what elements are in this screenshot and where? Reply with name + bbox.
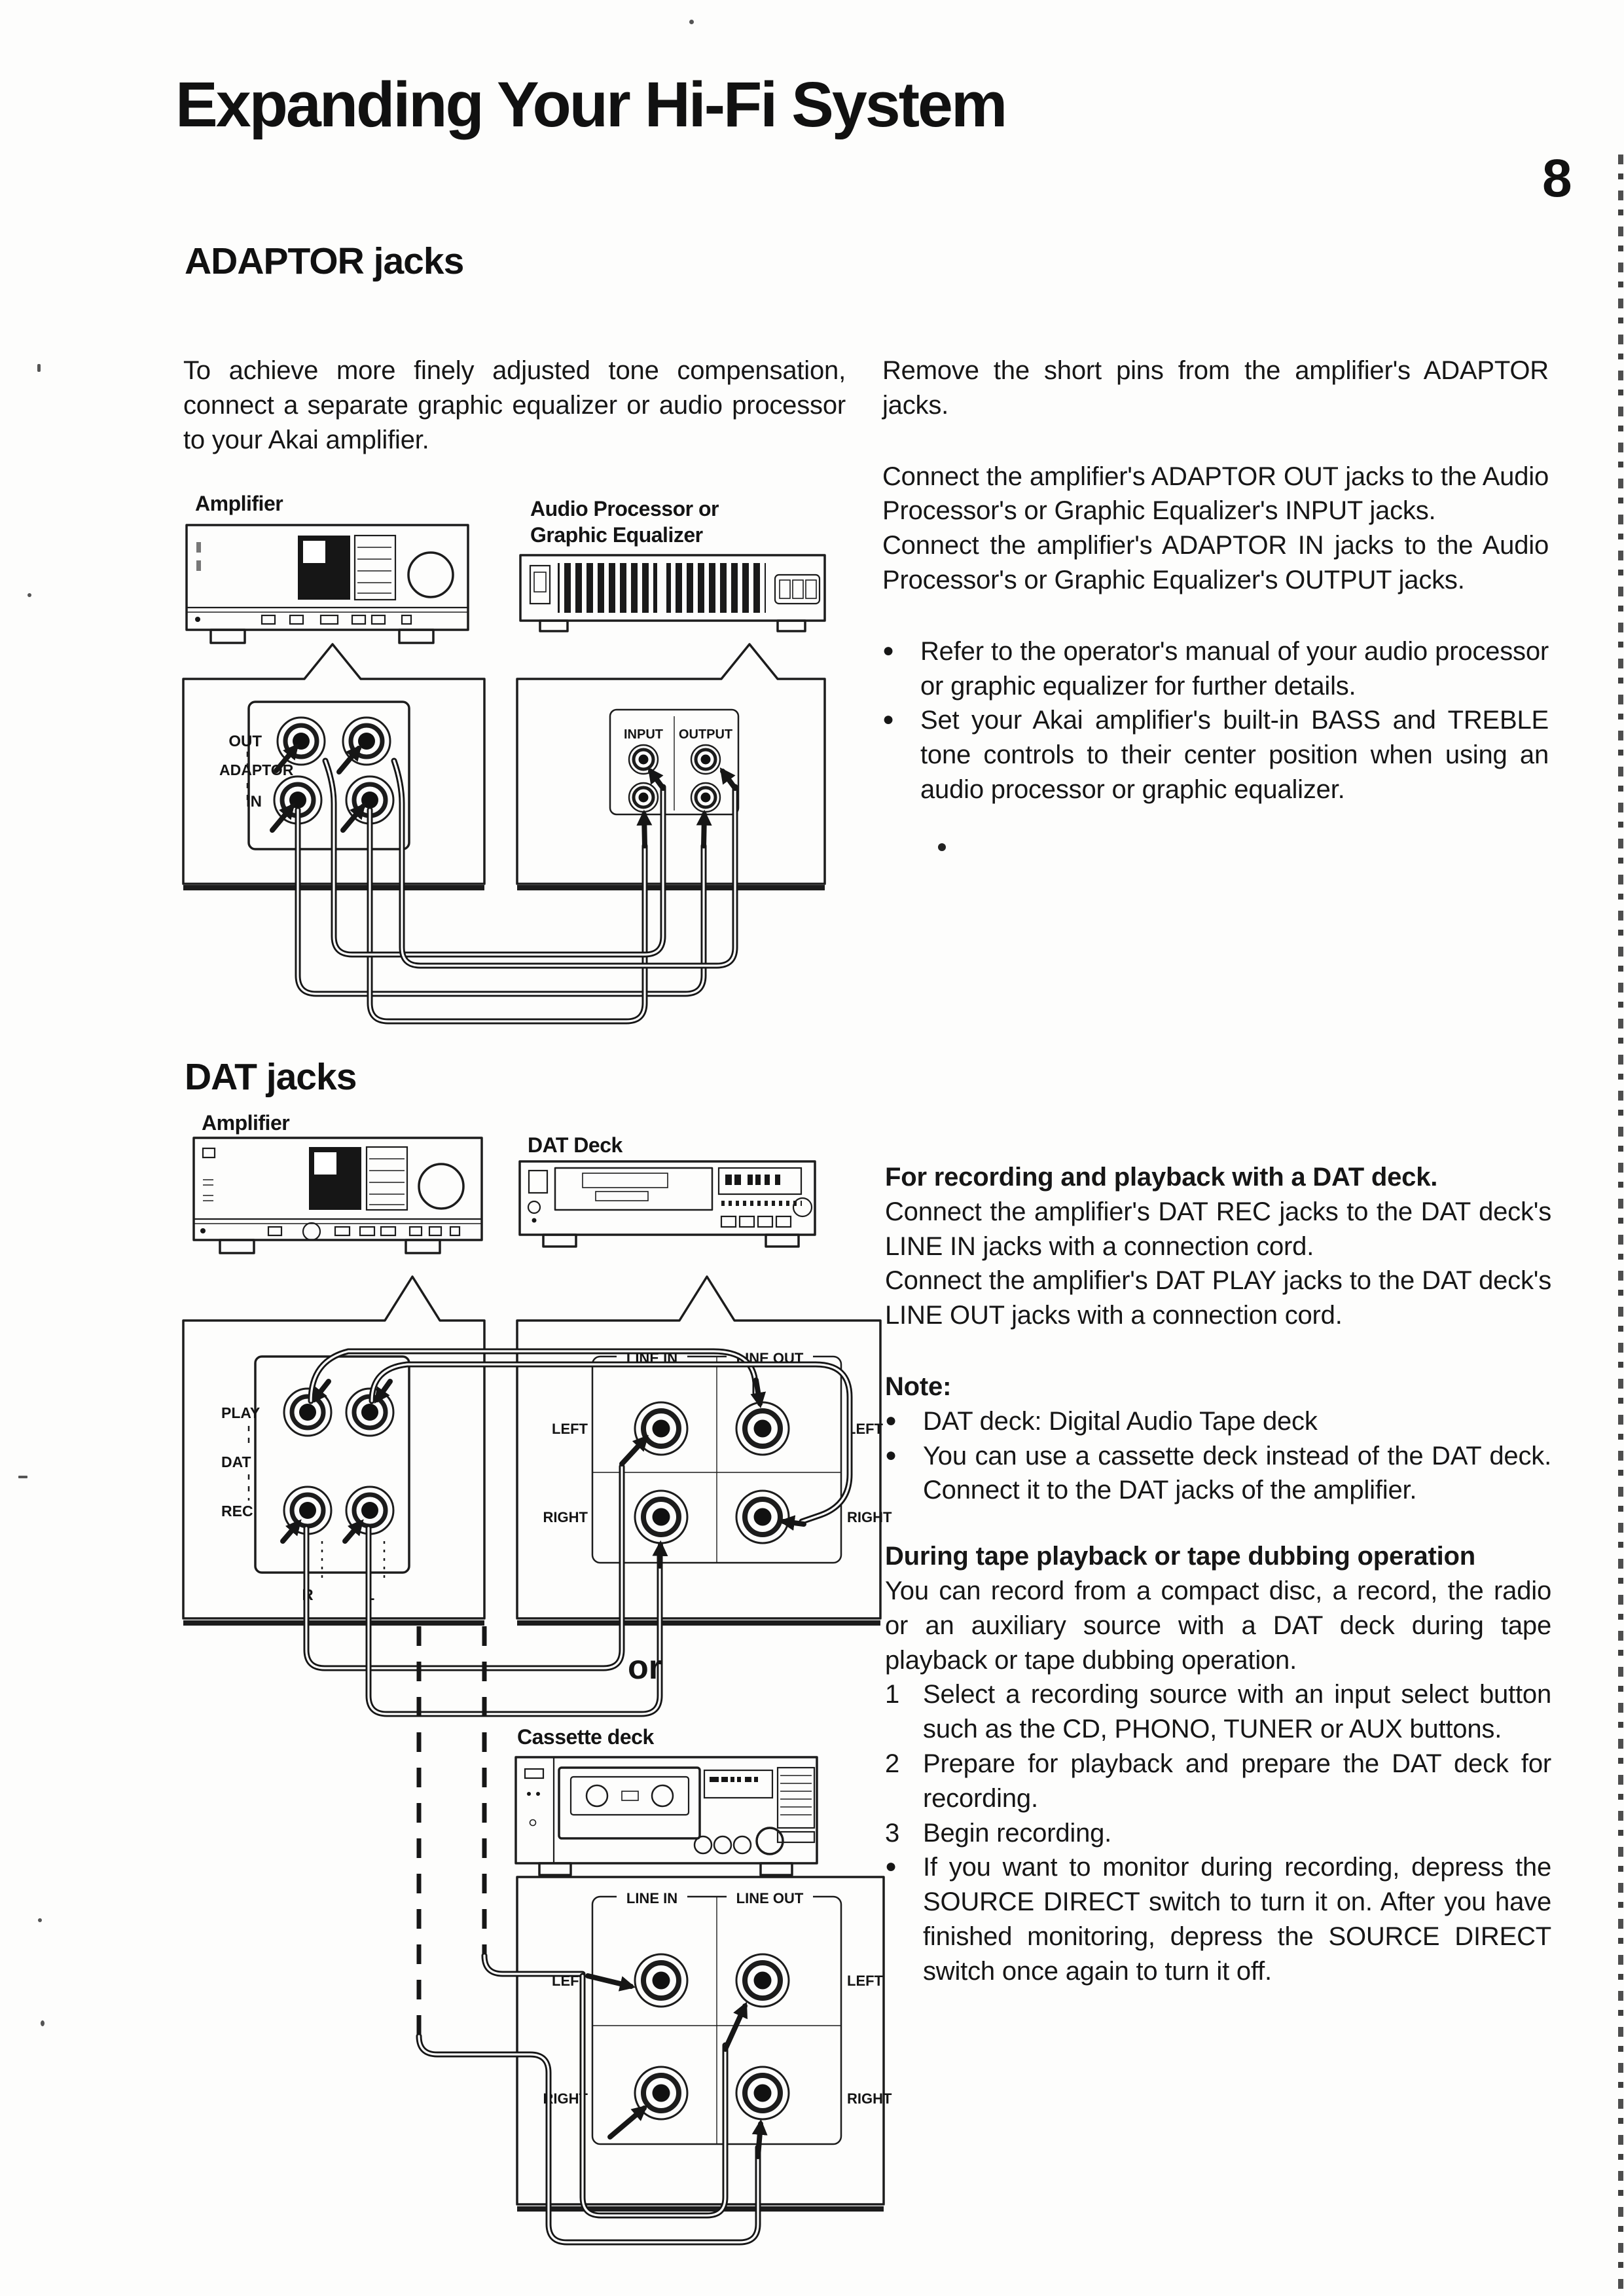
play-label: PLAY [221,1404,261,1421]
adaptor-section-heading: ADAPTOR jacks [185,240,464,282]
paragraph: To achieve more finely adjusted tone compensation, connect a separate graphic equalizer or audio processor to your Akai amplifier. [183,356,846,454]
numbered-step [885,1677,1551,1747]
list-item-text: You can use a cassette deck instead of the DAT deck. Connect it to the DAT jacks of the amplifier. [923,1441,1551,1505]
list-item-text: Refer to the operator's manual of your audio processor or graphic equalizer for further details. [920,636,1549,701]
bullet-icon: ● [885,1444,897,1466]
rca-jack [629,783,658,812]
bullet-icon: ● [882,708,894,731]
output-label: OUTPUT [678,727,733,742]
l-label: L [365,1586,375,1604]
cassette-deck-label: Cassette deck [517,1725,654,1749]
amplifier-rear-panel [183,1277,484,1623]
note-heading: Note: [885,1372,952,1401]
spacer [885,1333,1551,1370]
step-text: Begin recording. [923,1818,1112,1848]
rca-jack [635,1954,687,2007]
plug-arrow-icon [758,2124,761,2157]
step-number: 1 [885,1680,900,1709]
step-text: Select a recording source with an input select button such as the CD, PHONO, TUNER or AUX buttons. [923,1680,1551,1744]
paragraph: Connect the amplifier's ADAPTOR OUT jacks to the Audio Processor's or Graphic Equalizer's INPUT jacks. [882,462,1549,526]
plug-arrow-icon [622,1438,645,1464]
amplifier-label: Amplifier [202,1111,290,1135]
adaptor-intro-paragraph [183,354,846,457]
right-label: RIGHT [543,2090,588,2107]
recording-heading: For recording and playback with a DAT deck. [885,1163,1438,1192]
list-item [885,1404,1551,1439]
list-item-text: DAT deck: Digital Audio Tape deck [923,1406,1318,1436]
step-number: 3 [885,1818,900,1848]
bullet-icon: ● [882,639,894,661]
numbered-step [885,1816,1551,1851]
left-label: LEFT [552,1421,588,1437]
step-number: 2 [885,1749,900,1778]
rec-label: REC [221,1503,253,1520]
plug-arrow-icon [339,748,359,772]
plug-arrow-icon [644,814,645,846]
alternate-connection-cables [419,1626,761,2242]
rca-jack [691,783,720,812]
rca-jack [691,745,720,774]
scan-speck [41,2020,45,2026]
paragraph: Connect the amplifier's DAT PLAY jacks to the DAT deck's LINE OUT jacks with a connection cord. [885,1266,1551,1330]
step-text: Prepare for playback and prepare the DAT deck for recording. [923,1749,1551,1813]
rca-jack [736,2067,789,2119]
scan-speck [27,593,31,597]
page-number: 8 [1542,149,1572,208]
plug-arrow-icon [723,771,735,788]
list-item [885,1439,1551,1508]
input-label: INPUT [624,727,663,742]
rca-jack [284,1389,331,1436]
dat-section-heading: DAT jacks [185,1056,357,1098]
adaptor-label: ADAPTOR [219,761,294,778]
scan-speck [689,20,694,24]
line-out-label: LINE OUT [736,1890,804,1906]
amplifier-front-drawing [194,1111,482,1253]
dat-connection-diagram [164,1108,897,2260]
right-label: RIGHT [543,1509,588,1525]
right-label: RIGHT [847,2090,892,2107]
amplifier-label: Amplifier [195,492,283,515]
dat-deck-front-drawing [520,1133,815,1247]
paragraph: Remove the short pins from the amplifier's ADAPTOR jacks. [882,356,1549,420]
rca-jack [635,1402,687,1455]
dat-deck-rear-panel [517,1277,892,1623]
spacer [882,598,1549,634]
adaptor-right-column [882,354,1549,807]
scan-speck [18,1476,27,1478]
paragraph: You can record from a compact disc, a record, the radio or an auxiliary source with a DAT deck during tape playback or tape dubbing operation. [885,1576,1551,1675]
line-in-label: LINE IN [626,1350,678,1366]
list-item [882,634,1549,704]
rca-jack [736,1402,789,1455]
plug-arrow-icon [272,807,292,830]
spacer [885,1508,1551,1539]
left-label: LEFT [552,1973,588,1989]
in-label: IN [246,793,262,811]
plug-arrow-icon [343,807,363,830]
paragraph: Connect the amplifier's ADAPTOR IN jacks to the Audio Processor's or Graphic Equalizer's OUTPUT jacks. [882,531,1549,594]
bullet-icon: ● [885,1409,897,1431]
processor-label-line2: Graphic Equalizer [530,523,703,547]
processor-rear-panel [517,644,825,888]
cassette-rear-panel [517,1877,892,2209]
right-label: RIGHT [847,1509,892,1525]
rca-jack [629,745,658,774]
dat-deck-label: DAT Deck [528,1133,623,1157]
plug-arrow-icon [588,1976,631,1986]
adaptor-connection-diagram [164,479,884,1042]
plug-arrow-icon [725,2006,745,2049]
paragraph: Connect the amplifier's DAT REC jacks to the DAT deck's LINE IN jacks with a connection cord. [885,1197,1551,1261]
page-title: Expanding Your Hi-Fi System [175,69,1006,140]
cassette-deck-front-drawing [516,1725,817,1875]
rca-jack [736,1954,789,2007]
line-out-label: LINE OUT [736,1350,804,1366]
list-item [885,1850,1551,1988]
left-label: LEFT [847,1973,883,1989]
scan-speck [37,364,41,372]
amplifier-front-drawing [187,492,468,643]
scan-speck [938,843,946,851]
r-label: R [302,1586,314,1604]
list-item-text: If you want to monitor during recording, depress the SOURCE DIRECT switch to turn it on. After you have finished monitoring, depress the SOURCE DIRECT switch once again to turn it off. [923,1853,1551,1986]
rca-jack [635,1491,687,1543]
list-item [882,703,1549,807]
scan-edge-artifact [1618,155,1623,2289]
spacer [882,423,1549,460]
bullet-icon: ● [885,1855,897,1878]
processor-label-line1: Audio Processor or [530,497,719,520]
dubbing-heading: During tape playback or tape dubbing operation [885,1542,1475,1571]
plug-arrow-icon [756,1380,760,1404]
left-label: LEFT [847,1421,883,1437]
equalizer-front-drawing [520,497,825,631]
dat-label: DAT [221,1453,251,1470]
out-label: OUT [228,733,262,750]
rca-jack [736,1491,789,1543]
plug-arrow-icon [610,2108,644,2137]
line-in-label: LINE IN [626,1890,678,1906]
dat-right-column [885,1160,1551,1989]
plug-arrow-icon [784,1522,804,1524]
list-item-text: Set your Akai amplifier's built-in BASS and TREBLE tone controls to their center position when using an audio processor or graphic equalizer. [920,706,1549,804]
scan-speck [38,1918,42,1922]
or-label: or [628,1649,662,1686]
numbered-step [885,1747,1551,1816]
